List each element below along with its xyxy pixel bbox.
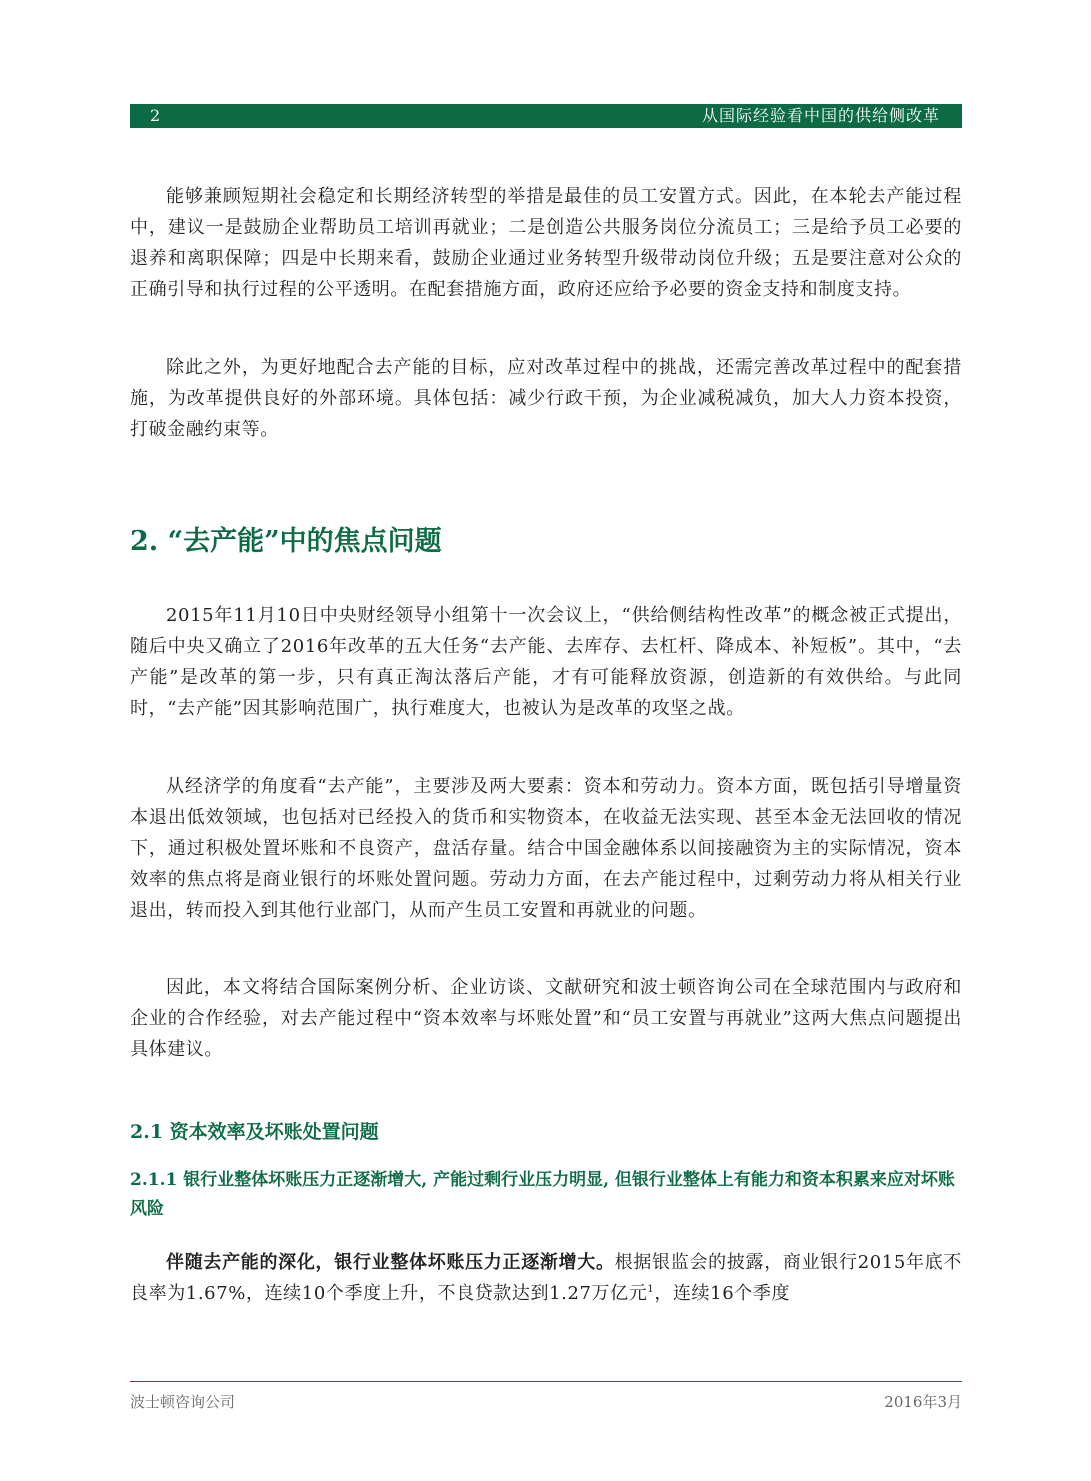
paragraph-lead-sentence: 伴随去产能的深化，银行业整体坏账压力正逐渐增大。 bbox=[166, 1252, 615, 1273]
document-title: 从国际经验看中国的供给侧改革 bbox=[701, 106, 940, 125]
paragraph-text: 根据银监会的披露，商业银行2015年底不良率为1.67%，连续10个季度上升，不良贷款达到1.27万亿元 bbox=[130, 1252, 962, 1304]
body-paragraph-supporting-measures: 除此之外，为更好地配合去产能的目标，应对改革过程中的挑战，还需完善改革过程中的配套措施，为改革提供良好的外部环境。具体包括：减少行政干预，为企业减税减负，加大人力资本投资，打破金融约束等。 bbox=[130, 357, 962, 440]
subsection-title: 2.1 资本效率及坏账处置问题 bbox=[130, 1121, 379, 1143]
body-paragraph-economic-factors: 从经济学的角度看“去产能”，主要涉及两大要素：资本和劳动力。资本方面，既包括引导增量资本退出低效领域，也包括对已经投入的货币和实物资本，在收益无法实现、甚至本金无法回收的情况下，通过积极处置坏账和不良资产，盘活存量。结合中国金融体系以间接融资为主的实际情况，资本效率的焦点将是商业银行的坏账处置问题。劳动力方面，在去产能过程中，过剩劳动力将从相关行业退出，转而投入到其他行业部门，从而产生员工安置和再就业的问题。 bbox=[130, 776, 962, 921]
footer-divider bbox=[130, 1381, 962, 1382]
footer-organization: 波士顿咨询公司 bbox=[130, 1393, 236, 1411]
body-paragraph-staff-placement: 能够兼顾短期社会稳定和长期经济转型的举措是最佳的员工安置方式。因此，在本轮去产能过程中，建议一是鼓励企业帮助员工培训再就业；二是创造公共服务岗位分流员工；三是给予员工必要的退养和离职保障；四是中长期来看，鼓励企业通过业务转型升级带动岗位升级；五是要注意对公众的正确引导和执行过程的公平透明。在配套措施方面，政府还应给予必要的资金支持和制度支持。 bbox=[130, 186, 962, 300]
paragraph-text-continued: ，连续16个季度 bbox=[654, 1283, 791, 1304]
page-number: 2 bbox=[150, 106, 161, 125]
body-paragraph-reform-background: 2015年11月10日中央财经领导小组第十一次会议上，“供给侧结构性改革”的概念被正式提出，随后中央又确立了2016年改革的五大任务“去产能、去库存、去杠杆、降成本、补短板”。其中，“去产能”是改革的第一步，只有真正淘汰落后产能，才有可能释放资源，创造新的有效供给。与此同时，“去产能”因其影响范围广，执行难度大，也被认为是改革的攻坚之战。 bbox=[130, 605, 962, 719]
body-paragraph-paper-scope: 因此，本文将结合国际案例分析、企业访谈、文献研究和波士顿咨询公司在全球范围内与政府和企业的合作经验，对去产能过程中“资本效率与坏账处置”和“员工安置与再就业”这两大焦点问题提出具体建议。 bbox=[130, 977, 962, 1060]
body-paragraph-bank-npl bbox=[130, 1247, 962, 1309]
footer-date: 2016年3月 bbox=[884, 1393, 962, 1411]
footnote-reference[interactable]: 1 bbox=[647, 1284, 655, 1295]
header-bar bbox=[130, 104, 962, 128]
section-title: 2. “去产能”中的焦点问题 bbox=[130, 526, 442, 557]
subsubsection-title: 2.1.1 银行业整体坏账压力正逐渐增大, 产能过剩行业压力明显, 但银行业整体上有能力和资本积累来应对坏账风险 bbox=[130, 1170, 955, 1219]
